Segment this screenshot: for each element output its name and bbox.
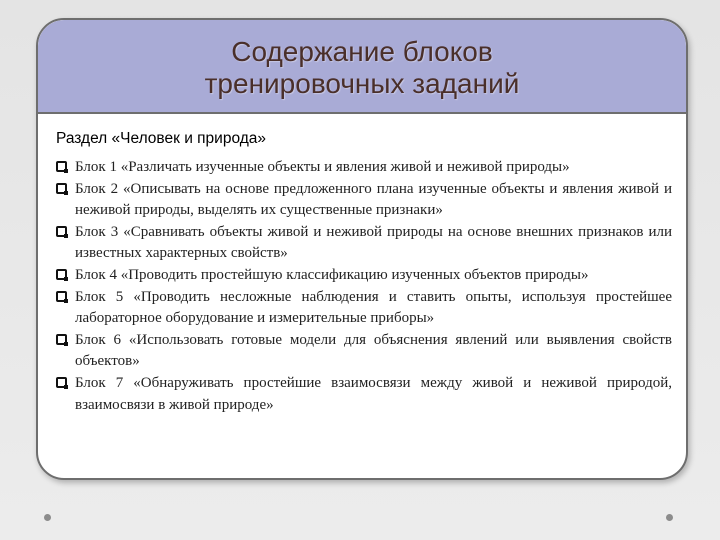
list-item-block-3: [56, 222, 672, 265]
block-label: Блок 2: [75, 180, 119, 197]
block-label: Блок 4: [75, 266, 117, 283]
title-line-1: Содержание блоков: [231, 36, 493, 67]
section-heading: Раздел «Человек и природа»: [56, 130, 267, 147]
square-bullet-icon: [56, 183, 67, 194]
list-item-block-4: [56, 265, 672, 287]
list-item-block-5: [56, 287, 672, 330]
square-bullet-icon: [56, 269, 67, 280]
block-label: Блок 7: [75, 374, 124, 391]
title-band: [38, 20, 686, 114]
square-bullet-icon: [56, 291, 67, 302]
block-label: Блок 5: [75, 288, 124, 305]
list-item-block-2: [56, 179, 672, 222]
list-item-block-7: [56, 373, 672, 416]
block-text: «Проводить несложные наблюдения и ставить опыты, используя простейшее лабораторное оборудование и измерительные приборы»: [75, 288, 672, 327]
list-item-block-6: [56, 330, 672, 373]
slide-title: [38, 36, 686, 100]
content-frame: [36, 18, 688, 480]
block-text: «Обнаруживать простейшие взаимосвязи между живой и неживой природой, взаимосвязи в живой природе»: [75, 374, 672, 413]
block-text: «Описывать на основе предложенного плана изученные объекты и явления живой и неживой природы, выделять их существенные признаки»: [75, 180, 672, 219]
block-label: Блок 6: [75, 331, 122, 348]
block-text: «Проводить простейшую классификацию изученных объектов природы»: [116, 266, 589, 283]
decorative-dot-left: [44, 514, 51, 521]
square-bullet-icon: [56, 161, 67, 172]
block-text: «Использовать готовые модели для объяснения явлений или выявления свойств объектов»: [75, 331, 672, 370]
block-label: Блок 1: [75, 159, 117, 175]
square-bullet-icon: [56, 334, 67, 345]
list-item-block-1: [56, 157, 672, 179]
square-bullet-icon: [56, 377, 67, 388]
block-label: Блок 3: [75, 223, 119, 240]
square-bullet-icon: [56, 226, 67, 237]
block-text: «Сравнивать объекты живой и неживой природы на основе внешних признаков или известных характерных свойств»: [75, 223, 672, 262]
decorative-dot-right: [666, 514, 673, 521]
block-text: «Различать изученные объекты и явления живой и неживой природы»: [116, 159, 570, 175]
block-list: [56, 157, 672, 416]
title-line-2: тренировочных заданий: [204, 68, 520, 99]
